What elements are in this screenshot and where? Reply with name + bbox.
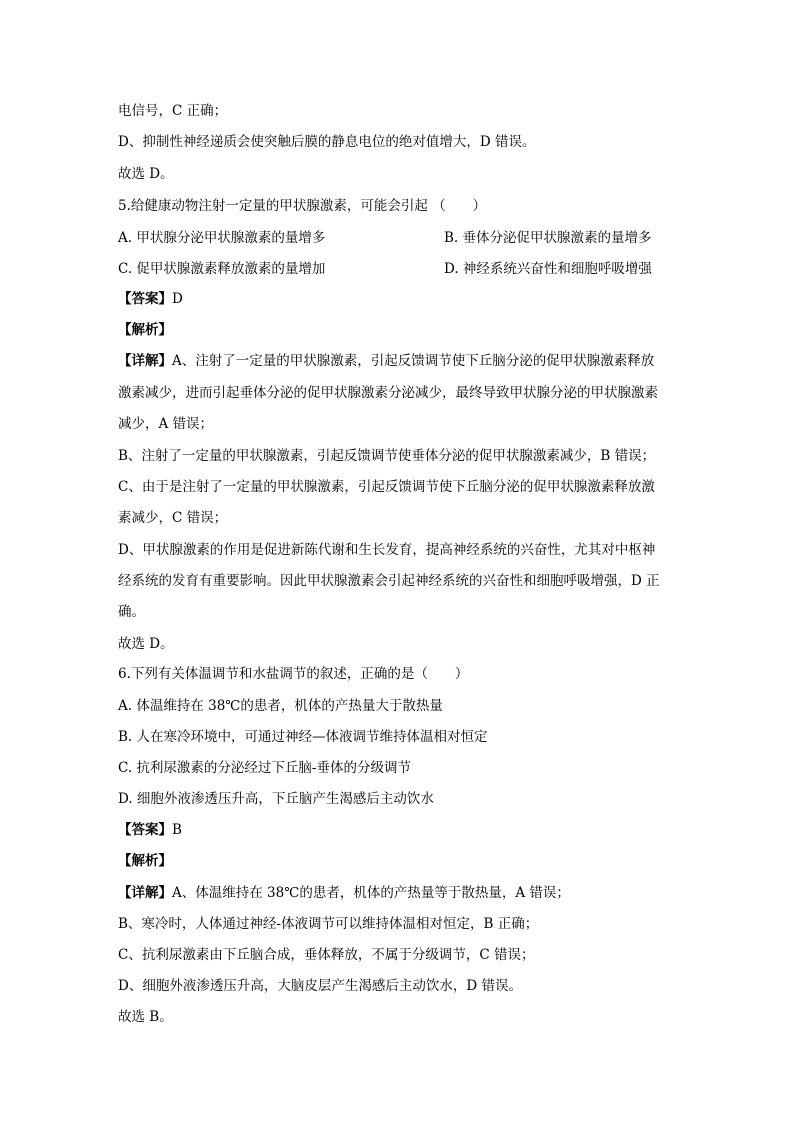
text-line: 减少，A 错误； bbox=[118, 416, 214, 432]
question-5-stem: 5.给健康动物注射一定量的甲状腺激素，可能会引起 （ ） bbox=[118, 198, 487, 214]
explanation-text: A、体温维持在 38℃的患者，机体的产热量等于散热量，A 错误； bbox=[172, 885, 570, 901]
question-5-option-c: C. 促甲状腺激素释放激素的量增加 bbox=[118, 261, 326, 277]
answer-6 bbox=[118, 820, 688, 840]
question-6-option-c: C. 抗利尿激素的分泌经过下丘脑-垂体的分级调节 bbox=[118, 760, 411, 776]
explanation-text: A、注射了一定量的甲状腺激素，引起反馈调节使下丘脑分泌的促甲状腺激素释放 bbox=[172, 353, 655, 369]
question-5-option-b: B. 垂体分泌促甲状腺激素的量增多 bbox=[444, 230, 652, 246]
text-line: D、细胞外液渗透压升高，大脑皮层产生渴感后主动饮水，D 错误。 bbox=[118, 978, 522, 994]
text-line: 故选 D。 bbox=[118, 636, 174, 652]
text-line: C、由于是注射了一定量的甲状腺激素，引起反馈调节使下丘脑分泌的促甲状腺激素释放激 bbox=[118, 479, 655, 495]
text-line: 电信号，C 正确； bbox=[118, 103, 228, 119]
answer-label: 【答案】 bbox=[118, 822, 172, 838]
question-6-option-b: B. 人在寒冷环境中，可通过神经—体液调节维持体温相对恒定 bbox=[118, 729, 488, 745]
explanation-label: 【详解】 bbox=[118, 353, 172, 369]
text-line: 经系统的发育有重要影响。因此甲状腺激素会引起神经系统的兴奋性和细胞呼吸增强，D 正 bbox=[118, 573, 660, 589]
question-5-option-d: D. 神经系统兴奋性和细胞呼吸增强 bbox=[444, 261, 652, 277]
analysis-label: 【解析】 bbox=[118, 853, 172, 869]
answer-value: B bbox=[172, 822, 182, 838]
question-6-option-d: D. 细胞外液渗透压升高，下丘脑产生渴感后主动饮水 bbox=[118, 791, 434, 807]
text-line: 故选 D。 bbox=[118, 166, 174, 182]
explanation-5 bbox=[118, 351, 688, 371]
question-6-stem: 6.下列有关体温调节和水盐调节的叙述，正确的是（ ） bbox=[118, 666, 469, 682]
text-line: D、抑制性神经递质会使突触后膜的静息电位的绝对值增大，D 错误。 bbox=[118, 134, 536, 150]
text-line: B、寒冷时，人体通过神经-体液调节可以维持体温相对恒定，B 正确； bbox=[118, 916, 539, 932]
answer-value: D bbox=[172, 291, 183, 307]
answer-5 bbox=[118, 289, 688, 309]
text-line: 激素减少，进而引起垂体分泌的促甲状腺激素分泌减少，最终导致甲状腺分泌的甲状腺激素 bbox=[118, 385, 658, 401]
text-line: D、甲状腺激素的作用是促进新陈代谢和生长发育，提高神经系统的兴奋性，尤其对中枢神 bbox=[118, 542, 656, 558]
question-5-option-a: A. 甲状腺分泌甲状腺激素的量增多 bbox=[118, 230, 326, 246]
analysis-label: 【解析】 bbox=[118, 322, 172, 338]
question-6-option-a: A. 体温维持在 38℃的患者，机体的产热量大于散热量 bbox=[118, 698, 443, 714]
text-line: B、注射了一定量的甲状腺激素，引起反馈调节使垂体分泌的促甲状腺激素减少，B 错误； bbox=[118, 448, 656, 464]
text-line: 确。 bbox=[118, 604, 145, 620]
explanation-label: 【详解】 bbox=[118, 885, 172, 901]
text-line: 素减少，C 错误； bbox=[118, 510, 228, 526]
text-line: 故选 B。 bbox=[118, 1009, 173, 1025]
text-line: C、抗利尿激素由下丘脑合成，垂体释放，不属于分级调节，C 错误； bbox=[118, 947, 535, 963]
answer-label: 【答案】 bbox=[118, 291, 172, 307]
explanation-6 bbox=[118, 883, 688, 903]
